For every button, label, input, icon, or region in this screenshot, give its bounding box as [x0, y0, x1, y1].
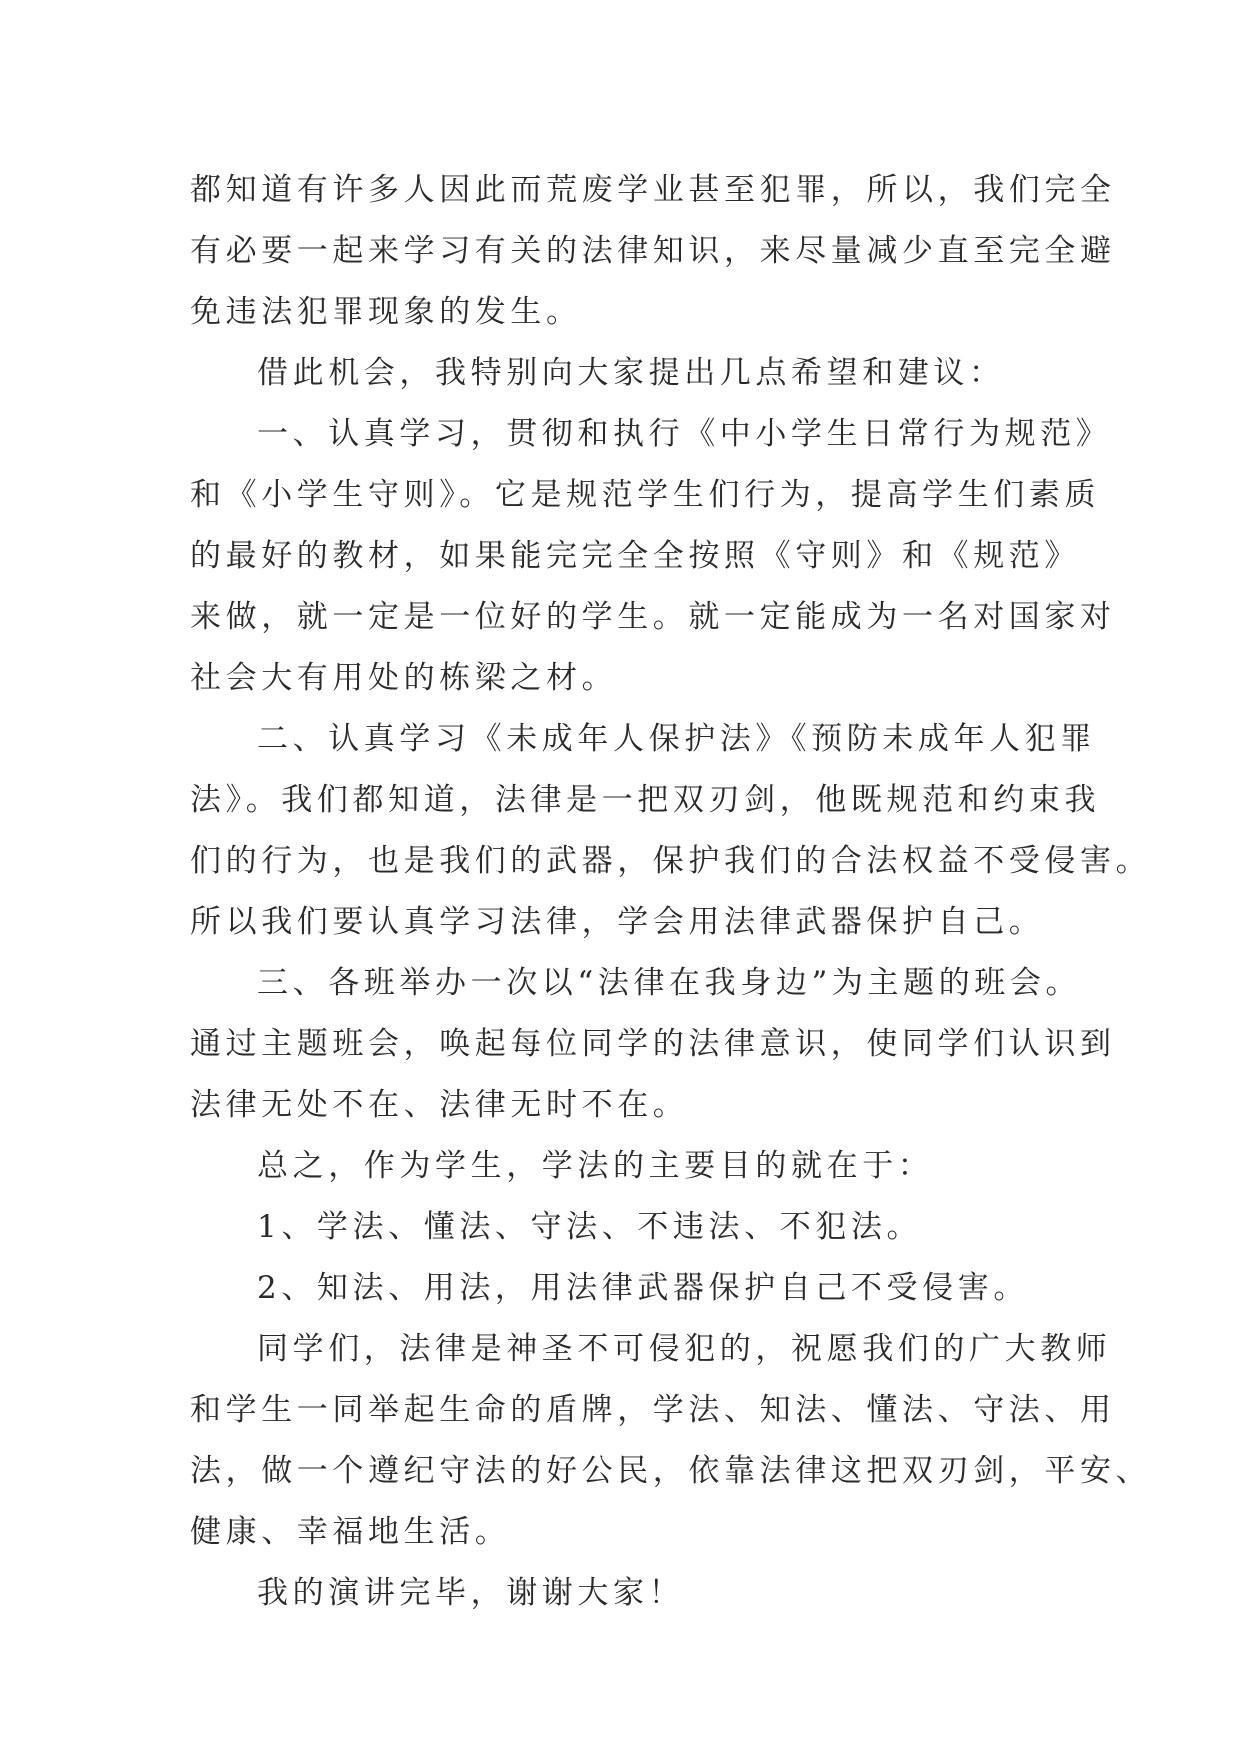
text-line: 借此机会，我特别向大家提出几点希望和建议：: [257, 355, 1005, 391]
text-line: 来做，就一定是一位好的学生。就一定能成为一名对国家对: [190, 599, 1116, 635]
text-line: 免违法犯罪现象的发生。: [190, 294, 582, 330]
document-body: [190, 160, 1152, 1624]
text-line: 有必要一起来学习有关的法律知识，来尽量减少直至完全避: [190, 233, 1116, 269]
text-line: 法律无处不在、法律无时不在。: [190, 1087, 689, 1123]
text-line: 通过主题班会，唤起每位同学的法律意识，使同学们认识到: [190, 1026, 1116, 1062]
text-line: 和学生一同举起生命的盾牌，学法、知法、懂法、守法、用: [190, 1392, 1116, 1428]
text-line: 社会大有用处的栋梁之材。: [190, 660, 618, 696]
text-line: 1、学法、懂法、守法、不违法、不犯法。: [257, 1209, 923, 1245]
text-line: 健康、幸福地生活。: [190, 1514, 511, 1550]
text-line: 法，做一个遵纪守法的好公民，依靠法律这把双刃剑，平安、: [190, 1453, 1152, 1489]
text-line: 总之，作为学生，学法的主要目的就在于：: [257, 1148, 934, 1184]
text-line: 所以我们要认真学习法律，学会用法律武器保护自己。: [190, 904, 1045, 940]
text-line: 同学们，法律是神圣不可侵犯的，祝愿我们的广大教师: [257, 1331, 1112, 1367]
text-line: 们的行为，也是我们的武器，保护我们的合法权益不受侵害。: [190, 843, 1152, 879]
text-line: 三、各班举办一次以“法律在我身边”为主题的班会。: [257, 965, 1082, 1001]
text-line: 二、认真学习《未成年人保护法》《预防未成年人犯罪: [257, 721, 1096, 757]
text-line: 和《小学生守则》。它是规范学生们行为，提高学生们素质: [190, 477, 1101, 513]
text-line: 2、知法、用法，用法律武器保护自己不受侵害。: [257, 1270, 1029, 1306]
text-line: 一、认真学习，贯彻和执行《中小学生日常行为规范》: [257, 416, 1112, 452]
text-line: 法》。我们都知道，法律是一把双刃剑，他既规范和约束我: [190, 782, 1101, 818]
text-line: 的最好的教材，如果能完完全全按照《守则》和《规范》: [190, 538, 1080, 574]
text-line: 我的演讲完毕，谢谢大家！: [257, 1575, 685, 1611]
text-line: 都知道有许多人因此而荒废学业甚至犯罪，所以，我们完全: [190, 172, 1116, 208]
